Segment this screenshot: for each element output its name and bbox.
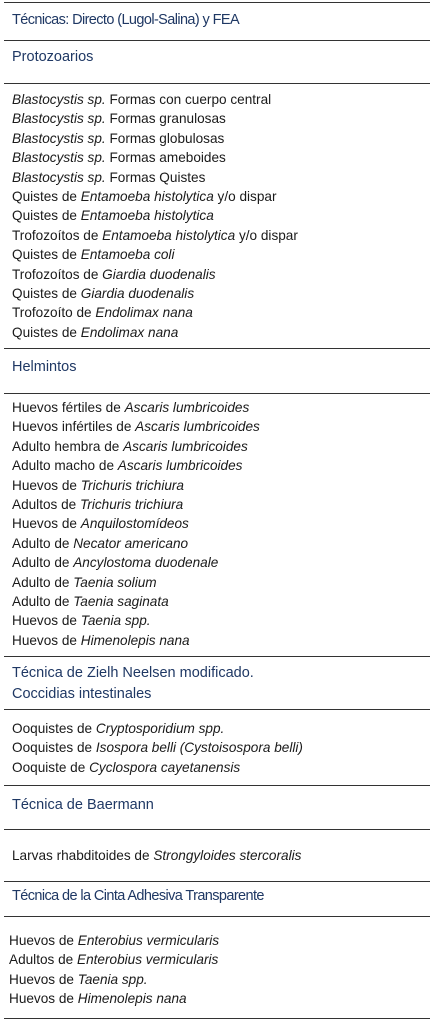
list-item: [12, 323, 298, 342]
list-item: [9, 950, 219, 969]
item-text: Larvas rhabditoides de: [12, 848, 154, 863]
section-title-zielh: Técnica de Zielh Neelsen modificado.: [12, 665, 254, 681]
species-name: Anquilostomídeos: [80, 516, 189, 532]
list-item: [12, 553, 260, 572]
divider: [4, 40, 430, 41]
item-text: Huevos de: [12, 632, 81, 648]
divider: [4, 348, 430, 349]
divider: [4, 829, 430, 830]
list-coccidias: [12, 719, 303, 777]
species-name: Himenolepis nana: [80, 632, 190, 648]
species-name: Giardia duodenalis: [102, 266, 216, 282]
item-text: Formas con cuerpo central: [105, 92, 272, 107]
item-text: Formas ameboides: [105, 150, 226, 166]
species-name: Entamoeba histolytica: [80, 188, 214, 204]
item-text: Adulto de: [12, 574, 74, 590]
item-text: Adulto de: [12, 555, 74, 571]
species-name: Trichuris trichiura: [80, 477, 184, 493]
species-name: Trichuris trichiura: [80, 496, 184, 512]
item-text: Huevos de: [9, 971, 78, 987]
species-name: Cyclospora cayetanensis: [89, 759, 241, 775]
list-item: [9, 989, 219, 1008]
species-name: Cryptosporidium spp.: [95, 721, 225, 736]
section-title-helmintos: Helmintos: [12, 359, 77, 375]
item-text: Quistes de: [12, 324, 81, 340]
list-item: [12, 758, 303, 777]
list-item: [12, 168, 298, 187]
item-text: Adulto macho de: [12, 458, 118, 474]
species-name: Entamoeba coli: [80, 247, 175, 263]
item-text: Huevos de: [9, 991, 78, 1007]
item-text: Ooquiste de: [12, 759, 90, 775]
species-name: Taenia solium: [73, 574, 157, 590]
item-text: Trofozoítos de: [12, 227, 103, 243]
species-name: Ancylostoma duodenale: [73, 555, 219, 571]
list-item: [12, 284, 298, 303]
list-cinta: [9, 931, 219, 1009]
list-item: [12, 631, 260, 650]
item-text: Huevos de: [12, 613, 81, 629]
species-name: Endolimax nana: [80, 324, 179, 340]
divider: [4, 709, 430, 710]
item-text: Trofozoítos de: [12, 266, 103, 282]
item-text: Huevos de: [12, 477, 81, 493]
list-item: [12, 148, 298, 167]
item-text: Formas granulosas: [105, 111, 226, 127]
item-text: Formas globulosas: [105, 130, 225, 146]
divider: [4, 916, 430, 917]
list-item: [12, 187, 298, 206]
list-protozoarios: [12, 90, 298, 342]
item-text: Adulto de: [12, 535, 74, 551]
list-item: [12, 534, 260, 553]
species-name: Blastocystis sp.: [12, 111, 106, 127]
species-name: Endolimax nana: [95, 305, 193, 321]
list-item: [12, 611, 260, 630]
item-text: Huevos fértiles de: [12, 400, 125, 415]
list-item: [12, 303, 298, 322]
list-item: [9, 931, 219, 950]
list-item: [12, 90, 298, 109]
item-text: Huevos infértiles de: [12, 419, 136, 435]
species-name: Necator americano: [73, 535, 189, 551]
species-name: Ascaris lumbricoides: [117, 458, 243, 474]
species-name: Enterobius vermicularis: [77, 933, 220, 948]
list-item: [12, 476, 260, 495]
list-baermann: [12, 846, 301, 865]
species-name: Taenia saginata: [73, 593, 169, 609]
species-name: Isospora belli (Cystoisospora belli): [95, 740, 303, 756]
species-name: Giardia duodenalis: [80, 285, 195, 301]
item-text: Quistes de: [12, 188, 81, 204]
list-item: [12, 417, 260, 436]
species-name: Taenia spp.: [80, 613, 151, 629]
section-subtitle-coccidias: Coccidias intestinales: [12, 686, 152, 702]
item-text: Adulto hembra de: [12, 438, 124, 454]
item-text: Quistes de: [12, 247, 81, 263]
list-item: [12, 226, 298, 245]
list-item: [12, 592, 260, 611]
item-text: Ooquistes de: [12, 740, 96, 756]
list-item: [12, 265, 298, 284]
list-item: [12, 719, 303, 738]
item-text: Adulto de: [12, 593, 74, 609]
species-name: Blastocystis sp.: [12, 150, 106, 166]
item-text: Formas Quistes: [105, 169, 206, 185]
section-title-protozoarios: Protozoarios: [12, 49, 94, 65]
item-text: Quistes de: [12, 285, 81, 301]
item-text: y/o dispar: [235, 227, 298, 243]
species-name: Entamoeba histolytica: [102, 227, 236, 243]
species-name: Ascaris lumbricoides: [124, 400, 250, 415]
list-item: [12, 456, 260, 475]
list-item: [12, 495, 260, 514]
species-name: Strongyloides stercoralis: [153, 848, 302, 863]
item-text: y/o dispar: [213, 188, 277, 204]
species-name: Entamoeba histolytica: [80, 208, 214, 224]
species-name: Himenolepis nana: [77, 991, 187, 1007]
list-item: [12, 437, 260, 456]
list-item: [12, 245, 298, 264]
species-name: Taenia spp.: [77, 971, 148, 987]
list-item: [12, 846, 301, 865]
divider: [4, 656, 430, 657]
list-item: [12, 514, 260, 533]
divider: [4, 2, 430, 3]
section-title-baermann: Técnica de Baermann: [12, 797, 154, 813]
divider: [4, 881, 430, 882]
species-name: Ascaris lumbricoides: [123, 438, 248, 454]
item-text: Ooquistes de: [12, 721, 96, 736]
species-name: Blastocystis sp.: [12, 169, 106, 185]
item-text: Trofozoíto de: [12, 305, 96, 321]
list-helmintos: [12, 398, 260, 650]
species-name: Blastocystis sp.: [12, 92, 106, 107]
list-item: [9, 970, 219, 989]
item-text: Adultos de: [12, 496, 81, 512]
item-text: Adultos de: [9, 952, 78, 968]
item-text: Quistes de: [12, 208, 81, 224]
item-text: Huevos de: [12, 516, 81, 532]
divider: [4, 785, 430, 786]
item-text: Huevos de: [9, 933, 78, 948]
list-item: [12, 738, 303, 757]
section-title-cinta: Técnica de la Cinta Adhesiva Transparente: [12, 888, 264, 904]
list-item: [12, 206, 298, 225]
divider: [4, 83, 430, 84]
species-name: Blastocystis sp.: [12, 130, 106, 146]
species-name: Enterobius vermicularis: [77, 952, 219, 968]
divider: [4, 393, 430, 394]
list-item: [12, 129, 298, 148]
list-item: [12, 398, 260, 417]
divider: [4, 1018, 430, 1019]
list-item: [12, 109, 298, 128]
section-title-directo: Técnicas: Directo (Lugol-Salina) y FEA: [12, 12, 240, 28]
species-name: Ascaris lumbricoides: [135, 419, 260, 435]
list-item: [12, 573, 260, 592]
